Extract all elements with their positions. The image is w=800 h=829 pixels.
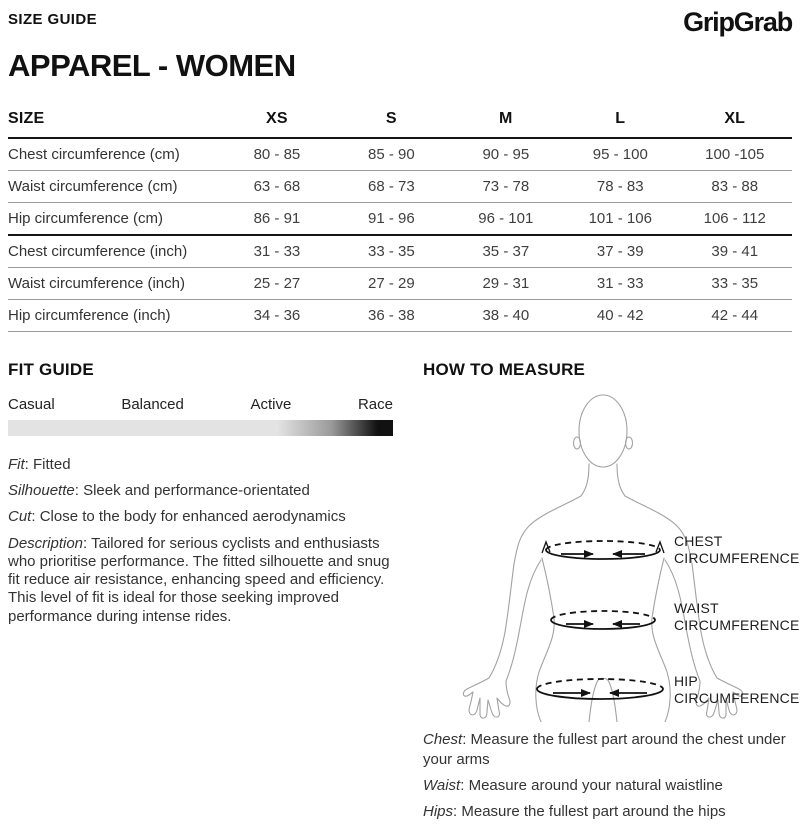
cell-value: 96 - 101 bbox=[449, 202, 563, 235]
table-row bbox=[8, 138, 792, 171]
fit-attribute: Cut: Close to the body for enhanced aerodynamics bbox=[8, 508, 346, 526]
row-label: Waist circumference (cm) bbox=[8, 170, 220, 202]
fit-guide-section bbox=[8, 344, 393, 829]
how-to-measure-title: HOW TO MEASURE bbox=[423, 359, 586, 379]
cell-value: 33 - 35 bbox=[334, 235, 448, 268]
fit-guide-title: FIT GUIDE bbox=[8, 359, 94, 379]
fit-scale-label-active: Active bbox=[250, 395, 292, 413]
cell-value: 90 - 95 bbox=[449, 138, 563, 171]
cell-value: 85 - 90 bbox=[334, 138, 448, 171]
cell-value: 37 - 39 bbox=[563, 235, 677, 268]
fit-scale-label-race: Race bbox=[357, 395, 393, 413]
cell-value: 31 - 33 bbox=[563, 267, 677, 299]
cell-value: 34 - 36 bbox=[220, 299, 334, 331]
page-title: APPAREL - WOMEN bbox=[8, 47, 296, 83]
instruction-chest: Chest: Measure the fullest part around the chest under your arms bbox=[423, 730, 786, 768]
table-row bbox=[8, 170, 792, 202]
fit-scale-labels bbox=[8, 396, 393, 413]
column-header-xl: XL bbox=[678, 105, 793, 138]
cell-value: 91 - 96 bbox=[334, 202, 448, 235]
size-table bbox=[8, 105, 792, 332]
row-label: Hip circumference (inch) bbox=[8, 299, 220, 331]
fit-scale-gradient-bar bbox=[8, 420, 393, 436]
cell-value: 39 - 41 bbox=[678, 235, 793, 268]
cell-value: 35 - 37 bbox=[449, 235, 563, 268]
cell-value: 25 - 27 bbox=[220, 267, 334, 299]
fit-attribute: Fit: Fitted bbox=[8, 455, 71, 473]
cell-value: 38 - 40 bbox=[449, 299, 563, 331]
chest-circumference-label: CHEST CIRCUMFERENCE bbox=[674, 532, 800, 566]
row-label: Chest circumference (inch) bbox=[8, 235, 220, 268]
row-label: Chest circumference (cm) bbox=[8, 138, 220, 171]
table-row bbox=[8, 235, 792, 268]
waist-circumference-label: WAIST CIRCUMFERENCE bbox=[674, 599, 800, 633]
cell-value: 83 - 88 bbox=[678, 170, 793, 202]
cell-value: 40 - 42 bbox=[563, 299, 677, 331]
cell-value: 80 - 85 bbox=[220, 138, 334, 171]
cell-value: 68 - 73 bbox=[334, 170, 448, 202]
measurement-diagram bbox=[423, 386, 800, 722]
table-row bbox=[8, 267, 792, 299]
table-row bbox=[8, 202, 792, 235]
cell-value: 106 - 112 bbox=[678, 202, 793, 235]
instruction-hips: Hips: Measure the fullest part around the hips bbox=[423, 803, 726, 821]
cell-value: 33 - 35 bbox=[678, 267, 793, 299]
hip-circumference-label: HIP CIRCUMFERENCE bbox=[674, 672, 800, 706]
fit-scale-label-casual: Casual bbox=[8, 395, 55, 413]
table-row bbox=[8, 299, 792, 331]
cell-value: 101 - 106 bbox=[563, 202, 677, 235]
gripgrab-logo: GripGrab bbox=[683, 7, 792, 37]
column-header-m: M bbox=[449, 105, 563, 138]
column-header-s: S bbox=[334, 105, 448, 138]
cell-value: 95 - 100 bbox=[563, 138, 677, 171]
how-to-measure-section bbox=[423, 344, 800, 829]
cell-value: 31 - 33 bbox=[220, 235, 334, 268]
instruction-waist: Waist: Measure around your natural waistline bbox=[423, 777, 723, 795]
cell-value: 100 -105 bbox=[678, 138, 793, 171]
cell-value: 29 - 31 bbox=[449, 267, 563, 299]
fit-attribute: Description: Tailored for serious cyclists and enthusiasts who prioritise performance. The fitted silhouette and snug fit reduce air resistance, enhancing speed and efficiency. This level of fit is ideal for those seeking improved performance during intense rides. bbox=[8, 534, 390, 625]
fit-scale-label-balanced: Balanced bbox=[121, 395, 184, 413]
cell-value: 78 - 83 bbox=[563, 170, 677, 202]
column-header-xs: XS bbox=[220, 105, 334, 138]
column-header-l: L bbox=[563, 105, 677, 138]
fit-attribute: Silhouette: Sleek and performance-orientated bbox=[8, 481, 310, 499]
cell-value: 27 - 29 bbox=[334, 267, 448, 299]
page-header bbox=[8, 8, 792, 38]
measuring-instructions bbox=[423, 730, 792, 823]
cell-value: 42 - 44 bbox=[678, 299, 793, 331]
row-label: Waist circumference (inch) bbox=[8, 267, 220, 299]
cell-value: 73 - 78 bbox=[449, 170, 563, 202]
column-header-size: SIZE bbox=[8, 105, 220, 138]
cell-value: 36 - 38 bbox=[334, 299, 448, 331]
row-label: Hip circumference (cm) bbox=[8, 202, 220, 235]
cell-value: 63 - 68 bbox=[220, 170, 334, 202]
size-table-header-row bbox=[8, 105, 792, 138]
page-eyebrow: SIZE GUIDE bbox=[8, 11, 98, 28]
cell-value: 86 - 91 bbox=[220, 202, 334, 235]
